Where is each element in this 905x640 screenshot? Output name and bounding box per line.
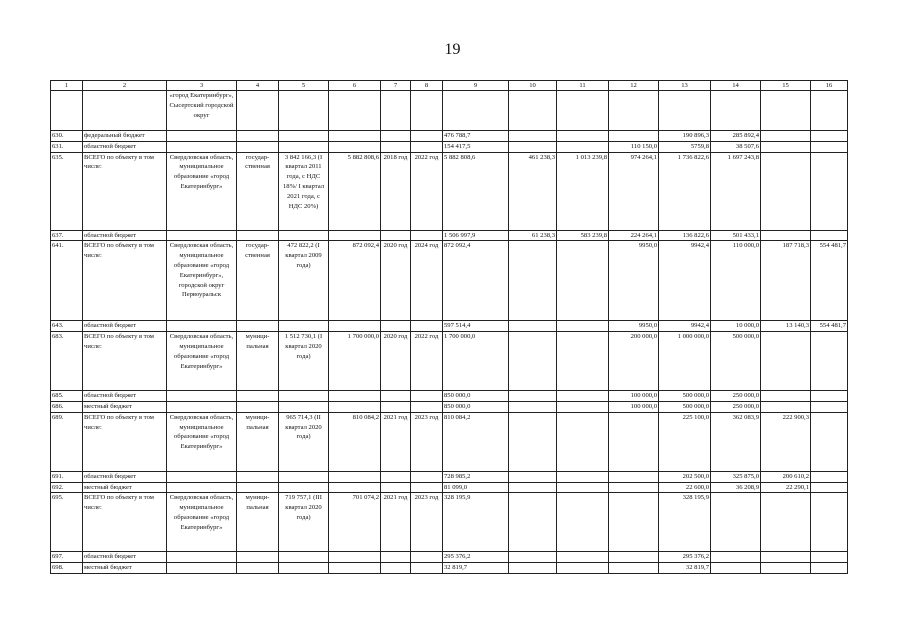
table-cell bbox=[237, 91, 279, 131]
table-cell bbox=[279, 91, 329, 131]
table-cell: 325 875,0 bbox=[711, 471, 761, 482]
table-cell: 13 140,3 bbox=[761, 321, 811, 332]
table-cell bbox=[381, 401, 411, 412]
table-cell: муници-пальная bbox=[237, 412, 279, 471]
table-cell bbox=[761, 563, 811, 574]
table-cell: 2021 год bbox=[381, 412, 411, 471]
table-cell bbox=[411, 552, 443, 563]
table-cell: Свердловская область, муниципальное образование «город Екатеринбург» bbox=[167, 412, 237, 471]
table-header-row bbox=[51, 81, 848, 91]
table-cell bbox=[811, 552, 848, 563]
table-cell: 1 000 000,0 bbox=[659, 332, 711, 391]
table-row bbox=[51, 552, 848, 563]
table-cell bbox=[237, 131, 279, 142]
table-row bbox=[51, 321, 848, 332]
column-header: 12 bbox=[609, 81, 659, 91]
table-cell bbox=[557, 241, 609, 321]
table-cell bbox=[237, 230, 279, 241]
table-cell: 154 417,5 bbox=[443, 141, 509, 152]
table-cell: Свердловская область, муниципальное образование «город Екатеринбург» bbox=[167, 493, 237, 552]
table-cell bbox=[329, 91, 381, 131]
table-cell: 630. bbox=[51, 131, 83, 142]
table-cell bbox=[811, 401, 848, 412]
table-row bbox=[51, 241, 848, 321]
table-cell bbox=[279, 482, 329, 493]
column-header: 11 bbox=[557, 81, 609, 91]
table-cell: 2022 год bbox=[411, 332, 443, 391]
table-cell bbox=[761, 230, 811, 241]
table-cell: 9950,0 bbox=[609, 241, 659, 321]
table-cell: 461 238,3 bbox=[509, 152, 557, 230]
table-cell bbox=[509, 91, 557, 131]
table-cell: 501 433,1 bbox=[711, 230, 761, 241]
table-cell bbox=[557, 493, 609, 552]
table-cell: муници-пальная bbox=[237, 493, 279, 552]
table-cell: 362 083,9 bbox=[711, 412, 761, 471]
table-cell bbox=[329, 321, 381, 332]
table-cell bbox=[279, 131, 329, 142]
table-cell: 100 000,0 bbox=[609, 401, 659, 412]
table-cell: областной бюджет bbox=[83, 230, 167, 241]
table-cell: ВСЕГО по объекту в том числе: bbox=[83, 412, 167, 471]
table-cell bbox=[811, 332, 848, 391]
table-cell: 643. bbox=[51, 321, 83, 332]
table-cell: 190 896,3 bbox=[659, 131, 711, 142]
table-cell: 3 842 166,3 (I квартал 2011 года, с НДС 18%/ I квартал 2021 года, с НДС 20%) bbox=[279, 152, 329, 230]
table-cell: 635. bbox=[51, 152, 83, 230]
table-cell bbox=[509, 412, 557, 471]
table-cell: 200 000,0 bbox=[609, 332, 659, 391]
table-cell bbox=[811, 131, 848, 142]
table-cell bbox=[711, 552, 761, 563]
table-cell bbox=[411, 482, 443, 493]
table-cell: 38 507,6 bbox=[711, 141, 761, 152]
column-header: 15 bbox=[761, 81, 811, 91]
table-cell: областной бюджет bbox=[83, 471, 167, 482]
table-cell: 2018 год bbox=[381, 152, 411, 230]
table-cell bbox=[443, 91, 509, 131]
table-cell: государ-ственная bbox=[237, 152, 279, 230]
table-cell: 250 000,0 bbox=[711, 391, 761, 402]
table-cell bbox=[329, 471, 381, 482]
table-cell bbox=[557, 563, 609, 574]
table-row bbox=[51, 471, 848, 482]
table-cell: 683. bbox=[51, 332, 83, 391]
column-header: 9 bbox=[443, 81, 509, 91]
table-cell bbox=[279, 141, 329, 152]
table-cell: 1 512 730,1 (I квартал 2020 года) bbox=[279, 332, 329, 391]
table-cell: 9942,4 bbox=[659, 321, 711, 332]
table-cell bbox=[237, 391, 279, 402]
table-cell bbox=[411, 91, 443, 131]
table-cell bbox=[381, 482, 411, 493]
table-cell bbox=[381, 321, 411, 332]
table-cell: муници-пальная bbox=[237, 332, 279, 391]
table-cell bbox=[509, 391, 557, 402]
table-cell bbox=[381, 141, 411, 152]
table-cell bbox=[761, 152, 811, 230]
table-cell: 9942,4 bbox=[659, 241, 711, 321]
column-header: 4 bbox=[237, 81, 279, 91]
table-cell bbox=[237, 401, 279, 412]
table-cell: 10 000,0 bbox=[711, 321, 761, 332]
table-cell bbox=[329, 230, 381, 241]
table-cell bbox=[509, 241, 557, 321]
table-cell bbox=[811, 391, 848, 402]
column-header: 10 bbox=[509, 81, 557, 91]
table-cell bbox=[411, 563, 443, 574]
column-header: 6 bbox=[329, 81, 381, 91]
table-cell bbox=[237, 482, 279, 493]
column-header: 14 bbox=[711, 81, 761, 91]
column-header: 13 bbox=[659, 81, 711, 91]
table-cell: 500 000,0 bbox=[659, 391, 711, 402]
table-cell bbox=[609, 482, 659, 493]
table-cell bbox=[761, 401, 811, 412]
table-cell: 850 000,0 bbox=[443, 401, 509, 412]
table-cell: 9950,0 bbox=[609, 321, 659, 332]
table-cell: 2020 год bbox=[381, 241, 411, 321]
table-cell bbox=[609, 563, 659, 574]
table-cell: 224 264,1 bbox=[609, 230, 659, 241]
table-cell: 200 610,2 bbox=[761, 471, 811, 482]
table-cell bbox=[83, 91, 167, 131]
table-cell: 500 000,0 bbox=[659, 401, 711, 412]
table-cell bbox=[609, 493, 659, 552]
table-cell: 1 697 243,8 bbox=[711, 152, 761, 230]
table-cell bbox=[761, 141, 811, 152]
table-cell bbox=[557, 552, 609, 563]
table-cell bbox=[609, 471, 659, 482]
table-cell bbox=[381, 131, 411, 142]
table-cell: 2024 год bbox=[411, 241, 443, 321]
table-cell: 701 074,2 bbox=[329, 493, 381, 552]
table-row bbox=[51, 91, 848, 131]
table-cell: 641. bbox=[51, 241, 83, 321]
table-cell bbox=[609, 91, 659, 131]
table-cell bbox=[167, 471, 237, 482]
table-cell bbox=[411, 391, 443, 402]
table-cell bbox=[411, 321, 443, 332]
table-cell: 32 819,7 bbox=[443, 563, 509, 574]
table-cell bbox=[557, 141, 609, 152]
table-cell bbox=[761, 332, 811, 391]
table-cell bbox=[811, 471, 848, 482]
table-cell bbox=[237, 141, 279, 152]
table-cell bbox=[167, 401, 237, 412]
table-cell bbox=[509, 141, 557, 152]
table-cell bbox=[329, 401, 381, 412]
table-cell: 295 376,2 bbox=[443, 552, 509, 563]
table-cell: 2023 год bbox=[411, 493, 443, 552]
table-cell bbox=[557, 332, 609, 391]
table-cell bbox=[167, 131, 237, 142]
table-cell bbox=[811, 91, 848, 131]
table-cell bbox=[381, 552, 411, 563]
table-cell bbox=[411, 401, 443, 412]
table-cell bbox=[761, 131, 811, 142]
table-cell: 697. bbox=[51, 552, 83, 563]
column-header: 2 bbox=[83, 81, 167, 91]
table-cell: 222 900,3 bbox=[761, 412, 811, 471]
table-cell bbox=[509, 493, 557, 552]
table-cell bbox=[381, 471, 411, 482]
table-cell: 554 481,7 bbox=[811, 321, 848, 332]
table-cell bbox=[167, 230, 237, 241]
table-cell bbox=[381, 563, 411, 574]
table-cell: 728 985,2 bbox=[443, 471, 509, 482]
table-cell: ВСЕГО по объекту в том числе: bbox=[83, 241, 167, 321]
table-cell: 2020 год bbox=[381, 332, 411, 391]
table-cell bbox=[381, 91, 411, 131]
table-cell: 691. bbox=[51, 471, 83, 482]
column-header: 3 bbox=[167, 81, 237, 91]
table-cell bbox=[329, 131, 381, 142]
table-cell: 2021 год bbox=[381, 493, 411, 552]
table-cell: областной бюджет bbox=[83, 141, 167, 152]
table-cell: 36 208,9 bbox=[711, 482, 761, 493]
table-cell: 5 882 808,6 bbox=[329, 152, 381, 230]
table-cell: 1 700 000,0 bbox=[443, 332, 509, 391]
table-cell: местный бюджет bbox=[83, 482, 167, 493]
table-cell: 698. bbox=[51, 563, 83, 574]
table-cell bbox=[509, 131, 557, 142]
column-header: 16 bbox=[811, 81, 848, 91]
table-cell bbox=[167, 391, 237, 402]
table-cell bbox=[51, 91, 83, 131]
table-cell: 328 195,9 bbox=[659, 493, 711, 552]
table-cell: 2022 год bbox=[411, 152, 443, 230]
table-cell: 719 757,1 (III квартал 2020 года) bbox=[279, 493, 329, 552]
table-cell bbox=[329, 141, 381, 152]
table-cell: 32 819,7 bbox=[659, 563, 711, 574]
table-cell: 1 506 997,9 bbox=[443, 230, 509, 241]
table-cell: 692. bbox=[51, 482, 83, 493]
table-cell bbox=[609, 131, 659, 142]
table-cell bbox=[557, 471, 609, 482]
table-cell bbox=[557, 401, 609, 412]
table-cell bbox=[761, 552, 811, 563]
table-cell: 631. bbox=[51, 141, 83, 152]
table-row bbox=[51, 230, 848, 241]
table-cell bbox=[279, 552, 329, 563]
table-cell bbox=[811, 482, 848, 493]
table-cell: областной бюджет bbox=[83, 391, 167, 402]
table-cell: 583 239,8 bbox=[557, 230, 609, 241]
table-cell bbox=[279, 230, 329, 241]
table-cell bbox=[279, 563, 329, 574]
table-row bbox=[51, 401, 848, 412]
column-header: 8 bbox=[411, 81, 443, 91]
table-cell: 2023 год bbox=[411, 412, 443, 471]
table-cell bbox=[557, 412, 609, 471]
table-cell: областной бюджет bbox=[83, 321, 167, 332]
table-cell bbox=[811, 412, 848, 471]
table-cell: 695. bbox=[51, 493, 83, 552]
table-cell: 965 714,3 (II квартал 2020 года) bbox=[279, 412, 329, 471]
table-cell: 554 481,7 bbox=[811, 241, 848, 321]
table-cell bbox=[279, 321, 329, 332]
table-cell: ВСЕГО по объекту в том числе: bbox=[83, 493, 167, 552]
table-cell: 974 264,1 bbox=[609, 152, 659, 230]
table-cell: 295 376,2 bbox=[659, 552, 711, 563]
table-cell bbox=[811, 152, 848, 230]
table-cell bbox=[237, 321, 279, 332]
table-cell: 202 500,0 bbox=[659, 471, 711, 482]
table-cell: 110 150,0 bbox=[609, 141, 659, 152]
table-cell bbox=[509, 563, 557, 574]
table-cell: 187 718,3 bbox=[761, 241, 811, 321]
table-cell: 597 514,4 bbox=[443, 321, 509, 332]
table-cell bbox=[167, 141, 237, 152]
table-cell bbox=[329, 563, 381, 574]
table-cell: местный бюджет bbox=[83, 401, 167, 412]
table-cell: 285 892,4 bbox=[711, 131, 761, 142]
table-cell bbox=[411, 471, 443, 482]
table-cell: 810 084,2 bbox=[443, 412, 509, 471]
table-cell bbox=[509, 332, 557, 391]
table-cell bbox=[557, 91, 609, 131]
table-cell: 1 700 000,0 bbox=[329, 332, 381, 391]
table-cell: местный бюджет bbox=[83, 563, 167, 574]
table-cell: Свердловская область, муниципальное образование «город Екатеринбург» bbox=[167, 152, 237, 230]
table-cell bbox=[411, 141, 443, 152]
table-cell bbox=[811, 563, 848, 574]
table-cell bbox=[711, 493, 761, 552]
table-cell bbox=[381, 230, 411, 241]
table-cell: государ-ственная bbox=[237, 241, 279, 321]
table-cell bbox=[509, 321, 557, 332]
table-cell: 328 195,9 bbox=[443, 493, 509, 552]
table-cell bbox=[329, 391, 381, 402]
table-row bbox=[51, 152, 848, 230]
column-header: 5 bbox=[279, 81, 329, 91]
table-cell: ВСЕГО по объекту в том числе: bbox=[83, 332, 167, 391]
table-cell bbox=[761, 391, 811, 402]
table-cell: 5759,8 bbox=[659, 141, 711, 152]
table-cell bbox=[761, 493, 811, 552]
table-cell bbox=[411, 230, 443, 241]
page-number: 19 bbox=[444, 41, 461, 58]
table-row bbox=[51, 332, 848, 391]
table-cell: 81 099,0 bbox=[443, 482, 509, 493]
table-cell: Свердловская область, муниципальное образование «город Екатеринбург», городской округ Первоуральск bbox=[167, 241, 237, 321]
table-cell: 872 092,4 bbox=[443, 241, 509, 321]
table-row bbox=[51, 131, 848, 142]
table-cell bbox=[811, 493, 848, 552]
table-cell: федеральный бюджет bbox=[83, 131, 167, 142]
table-cell bbox=[279, 401, 329, 412]
table-cell: 810 084,2 bbox=[329, 412, 381, 471]
table-cell bbox=[329, 552, 381, 563]
table-cell: 472 822,2 (I квартал 2009 года) bbox=[279, 241, 329, 321]
column-header: 1 bbox=[51, 81, 83, 91]
table-cell bbox=[509, 471, 557, 482]
table-cell bbox=[761, 91, 811, 131]
table-row bbox=[51, 141, 848, 152]
table-row bbox=[51, 482, 848, 493]
table-cell bbox=[509, 401, 557, 412]
table-cell: 686. bbox=[51, 401, 83, 412]
table-cell: 22 600,0 bbox=[659, 482, 711, 493]
table-cell bbox=[279, 471, 329, 482]
table-cell bbox=[237, 552, 279, 563]
table-cell bbox=[509, 482, 557, 493]
table-cell: 637. bbox=[51, 230, 83, 241]
table-cell: 476 788,7 bbox=[443, 131, 509, 142]
table-cell bbox=[557, 131, 609, 142]
table-cell: 5 882 808,6 bbox=[443, 152, 509, 230]
table-cell bbox=[329, 482, 381, 493]
table-cell bbox=[811, 141, 848, 152]
table-cell bbox=[557, 482, 609, 493]
table-cell: 850 000,0 bbox=[443, 391, 509, 402]
table-cell: 136 822,6 bbox=[659, 230, 711, 241]
table-cell: ВСЕГО по объекту в том числе: bbox=[83, 152, 167, 230]
table-cell bbox=[411, 131, 443, 142]
table-cell: 1 013 239,8 bbox=[557, 152, 609, 230]
table-cell bbox=[167, 482, 237, 493]
table-cell bbox=[659, 91, 711, 131]
table-cell: 22 290,1 bbox=[761, 482, 811, 493]
table-cell: 225 100,0 bbox=[659, 412, 711, 471]
table-cell bbox=[711, 91, 761, 131]
table-cell: 250 000,0 bbox=[711, 401, 761, 412]
table-cell: 689. bbox=[51, 412, 83, 471]
table-row bbox=[51, 493, 848, 552]
table-cell: 110 000,0 bbox=[711, 241, 761, 321]
table-cell bbox=[167, 563, 237, 574]
table-cell: 61 238,3 bbox=[509, 230, 557, 241]
table-cell: 872 092,4 bbox=[329, 241, 381, 321]
table-row bbox=[51, 391, 848, 402]
table-cell bbox=[811, 230, 848, 241]
table-row bbox=[51, 412, 848, 471]
table-row bbox=[51, 563, 848, 574]
table-cell bbox=[609, 412, 659, 471]
table-cell bbox=[381, 391, 411, 402]
table-cell bbox=[509, 552, 557, 563]
table-cell bbox=[711, 563, 761, 574]
table-cell bbox=[279, 391, 329, 402]
budget-table bbox=[50, 80, 848, 574]
table-cell bbox=[557, 391, 609, 402]
table-cell: 685. bbox=[51, 391, 83, 402]
table-cell bbox=[557, 321, 609, 332]
table-cell: 1 736 822,6 bbox=[659, 152, 711, 230]
table-cell bbox=[609, 552, 659, 563]
column-header: 7 bbox=[381, 81, 411, 91]
table-cell: «город Екатеринбург», Сысертский городской округ bbox=[167, 91, 237, 131]
table-cell bbox=[167, 321, 237, 332]
table-cell: 100 000,0 bbox=[609, 391, 659, 402]
table-cell bbox=[237, 471, 279, 482]
table-cell: Свердловская область, муниципальное образование «город Екатеринбург» bbox=[167, 332, 237, 391]
table-cell: 500 000,0 bbox=[711, 332, 761, 391]
table-cell bbox=[237, 563, 279, 574]
table-cell bbox=[167, 552, 237, 563]
table-cell: областной бюджет bbox=[83, 552, 167, 563]
